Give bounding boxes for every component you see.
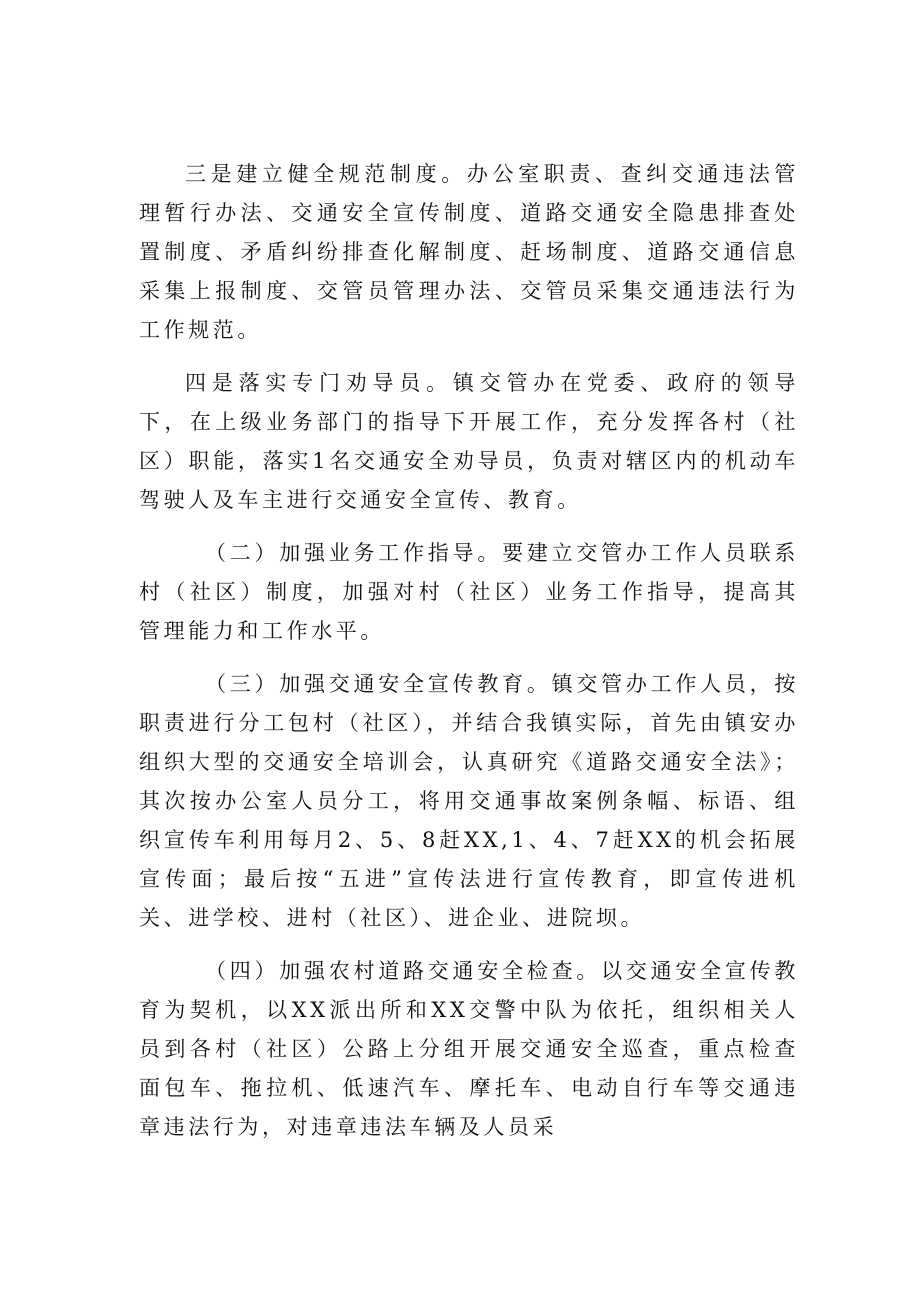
document-body	[139, 155, 799, 1161]
paragraph-persuaders: 四是落实专门劝导员。镇交管办在党委、政府的领导下，在上级业务部门的指导下开展工作，充分发挥各村（社区）职能，落实1名交通安全劝导员，负责对辖区内的机动车驾驶人及车主进行交通安全宣传、教育。	[139, 371, 799, 512]
paragraph-regulations: 三是建立健全规范制度。办公室职责、查纠交通违法管理暂行办法、交通安全宣传制度、道路交通安全隐患排查处置制度、矛盾纠纷排查化解制度、赶场制度、道路交通信息采集上报制度、交管员管理办法、交管员采集交通违法行为工作规范。	[139, 162, 799, 342]
paragraph-publicity: （三）加强交通安全宣传教育。镇交管办工作人员，按职责进行分工包村（社区），并结合我镇实际，首先由镇安办组织大型的交通安全培训会，认真研究《道路交通安全法》；其次按办公室人员分工，将用交通事故案例条幅、标语、组织宣传车利用每月2、5、8赶XX,1、4、7赶XX的机会拓展宣传面；最后按“五进”宣传法进行宣传教育，即宣传进机关、进学校、进村（社区）、进企业、进院坝。	[139, 672, 799, 930]
paragraph-guidance: （二）加强业务工作指导。要建立交管办工作人员联系村（社区）制度，加强对村（社区）业务工作指导，提高其管理能力和工作水平。	[139, 541, 799, 643]
paragraph-inspection: （四）加强农村道路交通安全检查。以交通安全宣传教育为契机，以XX派出所和XX交警中队为依托，组织相关人员到各村（社区）公路上分组开展交通安全巡查，重点检查面包车、拖拉机、低速汽车、摩托车、电动自行车等交通违章违法行为，对违章违法车辆及人员采	[139, 959, 799, 1139]
